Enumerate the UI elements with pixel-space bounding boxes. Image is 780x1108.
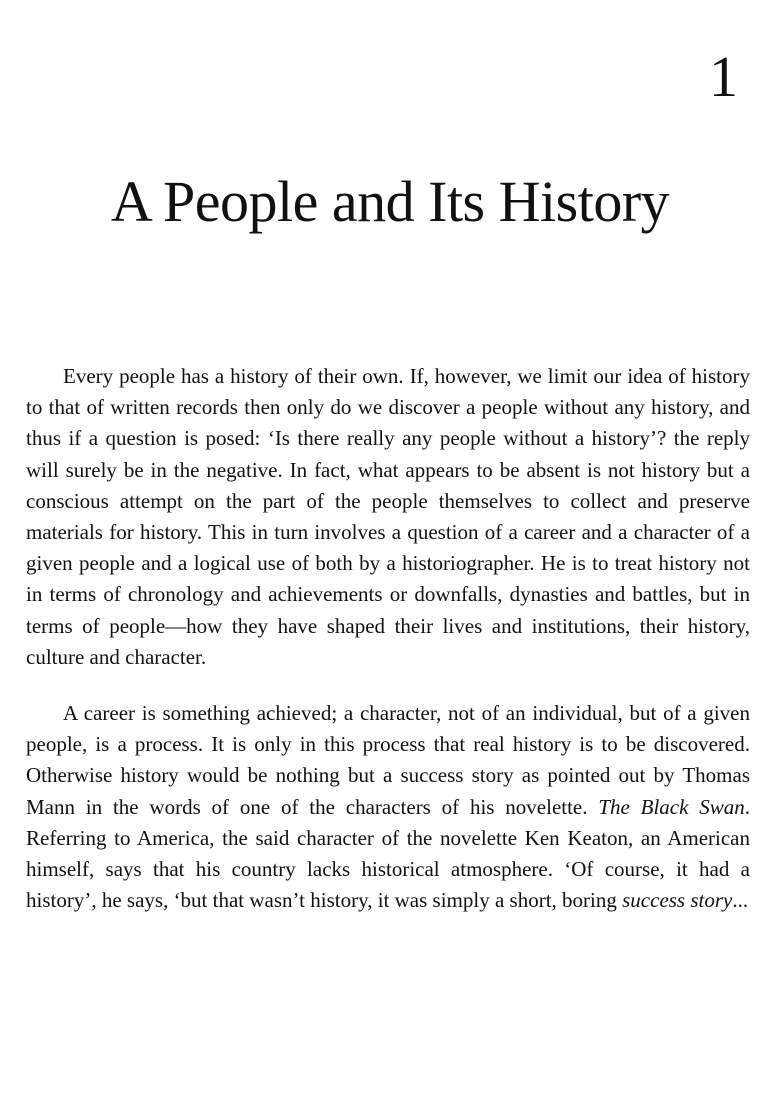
paragraph-2-part-1: A career is something achieved; a character, not of an individual, but of a given people, is a process. It is only in this process that real history is to be discovered. Otherwise history would be nothing but a success story as pointed out by Thomas Mann in the words of one of the characters of his novelette. [26,701,750,819]
success-story-italic: success story [622,888,733,913]
paragraph-2 [26,698,750,916]
paragraph-2-part-2: . Referring to America, the said character of the novelette Ken Keaton, an American himself, says that his country lacks historical atmosphere. ‘Of course, it had a history’, he says, ‘but that wasn’t history, it was simply a short, boring [26,794,750,913]
body-text [26,361,750,916]
paragraph-1: Every people has a history of their own. If, however, we limit our idea of history to that of written records then only do we discover a people without any history, and thus if a question is posed: ‘Is there really any people without a history’? the reply will surely be in the negative. In fact, what appears to be absent is not history but a conscious attempt on the part of the people themselves to collect and preserve materials for history. This in turn involves a question of a career and a character of a given people and a logical use of both by a historiographer. He is to treat history not in terms of chronology and achievements or downfalls, dynasties and battles, but in terms of people—how they have shaped their lives and institutions, their history, culture and character. [26,364,750,669]
chapter-number: 1 [709,44,738,109]
paragraph-2-part-3: ... [732,888,749,913]
chapter-title: A People and Its History [110,169,670,234]
book-title-italic: The Black Swan [598,794,745,819]
